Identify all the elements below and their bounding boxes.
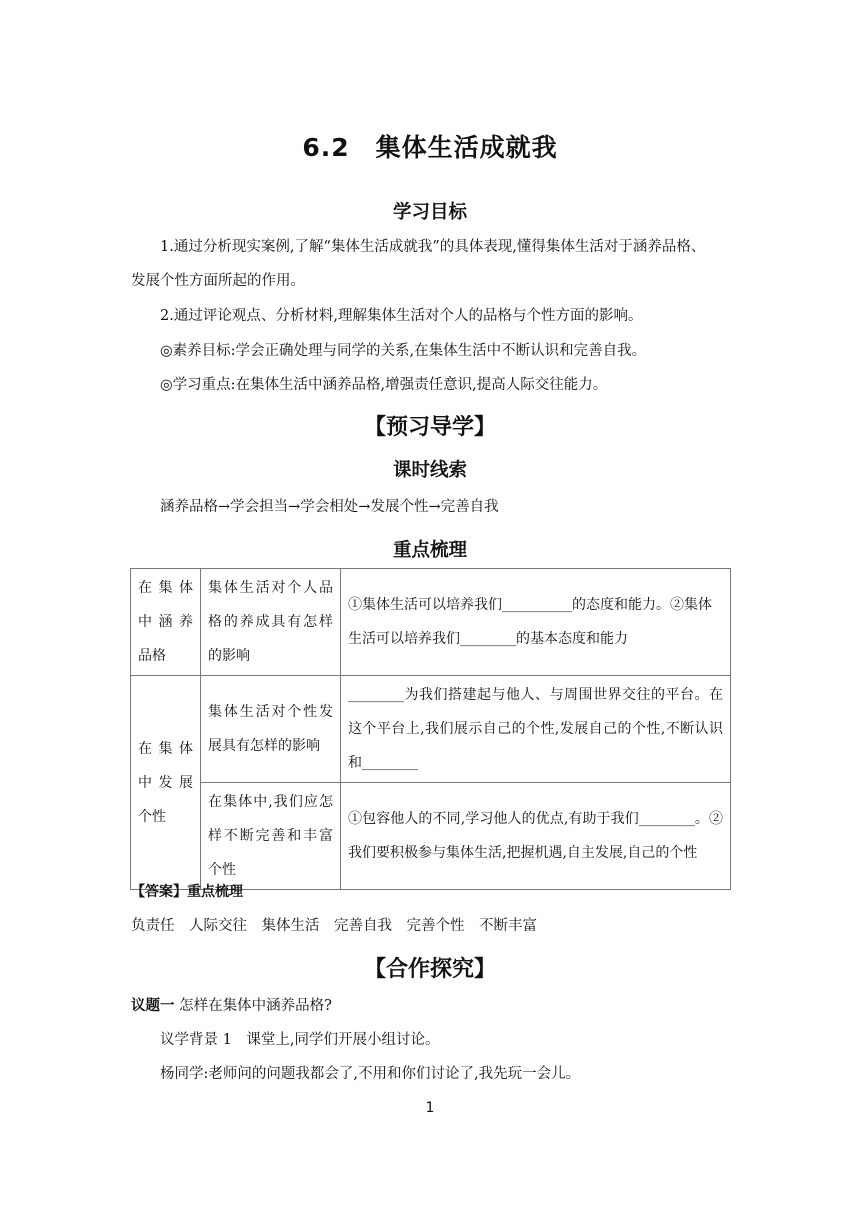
table-cell: ________为我们搭建起与他人、与周围世界交往的平台。在这个平台上,我们展示自己的个性,发展自己的个性,不断认识和________	[341, 676, 731, 783]
table-cell: 集体生活对个人品格的养成具有怎样的影响	[201, 569, 341, 676]
goal-1-line-2: 发展个性方面所起的作用。	[131, 273, 305, 289]
heading-cooperative-inquiry: 【合作探究】	[363, 957, 496, 982]
background-1: 议学背景 1 课堂上,同学们开展小组讨论。	[160, 1032, 440, 1048]
table-row	[131, 569, 731, 676]
table-cell: 在集体中发展个性	[131, 676, 201, 890]
table-cell: 集体生活对个性发展具有怎样的影响	[201, 676, 341, 783]
table-cell: 在集体中涵养品格	[131, 569, 201, 676]
goal-1-line-1: 1.通过分析现实案例,了解“集体生活成就我”的具体表现,懂得集体生活对于涵养品格、	[160, 239, 706, 255]
goal-literacy: ◎素养目标:学会正确处理与同学的关系,在集体生活中不断认识和完善自我。	[160, 343, 647, 359]
lesson-clues-text: 涵养品格→学会担当→学会相处→发展个性→完善自我	[160, 499, 499, 515]
table-cell: ①包容他人的不同,学习他人的优点,有助于我们________。②我们要积极参与集体生活,把握机遇,自主发展,自己的个性	[341, 783, 731, 890]
answer-list: 负责任 人际交往 集体生活 完善自我 完善个性 不断丰富	[131, 918, 537, 934]
topic-1-label: 议题一	[131, 998, 175, 1014]
goal-2: 2.通过评论观点、分析材料,理解集体生活对个人的品格与个性方面的影响。	[160, 308, 643, 324]
topic-1	[131, 995, 731, 1017]
table-row	[131, 783, 731, 890]
table-cell: 在集体中,我们应怎样不断完善和丰富个性	[201, 783, 341, 890]
key-points-table	[130, 568, 731, 890]
answer-heading: 【答案】重点梳理	[131, 884, 243, 900]
heading-lesson-clues: 课时线索	[392, 460, 467, 481]
student-yang-statement: 杨同学:老师问的问题我都会了,不用和你们讨论了,我先玩一会儿。	[160, 1066, 581, 1082]
heading-learning-goals: 学习目标	[392, 202, 467, 223]
heading-preview: 【预习导学】	[363, 415, 496, 440]
heading-key-points: 重点梳理	[392, 540, 467, 561]
goal-key-point: ◎学习重点:在集体生活中涵养品格,增强责任意识,提高人际交往能力。	[160, 377, 608, 393]
page-number: 1	[425, 1100, 435, 1116]
table-cell: ①集体生活可以培养我们__________的态度和能力。②集体生活可以培养我们________的基本态度和能力	[341, 569, 731, 676]
table-row	[131, 676, 731, 783]
topic-1-question: 怎样在集体中涵养品格?	[174, 998, 332, 1014]
page-title: 6.2 集体生活成就我	[302, 133, 558, 162]
